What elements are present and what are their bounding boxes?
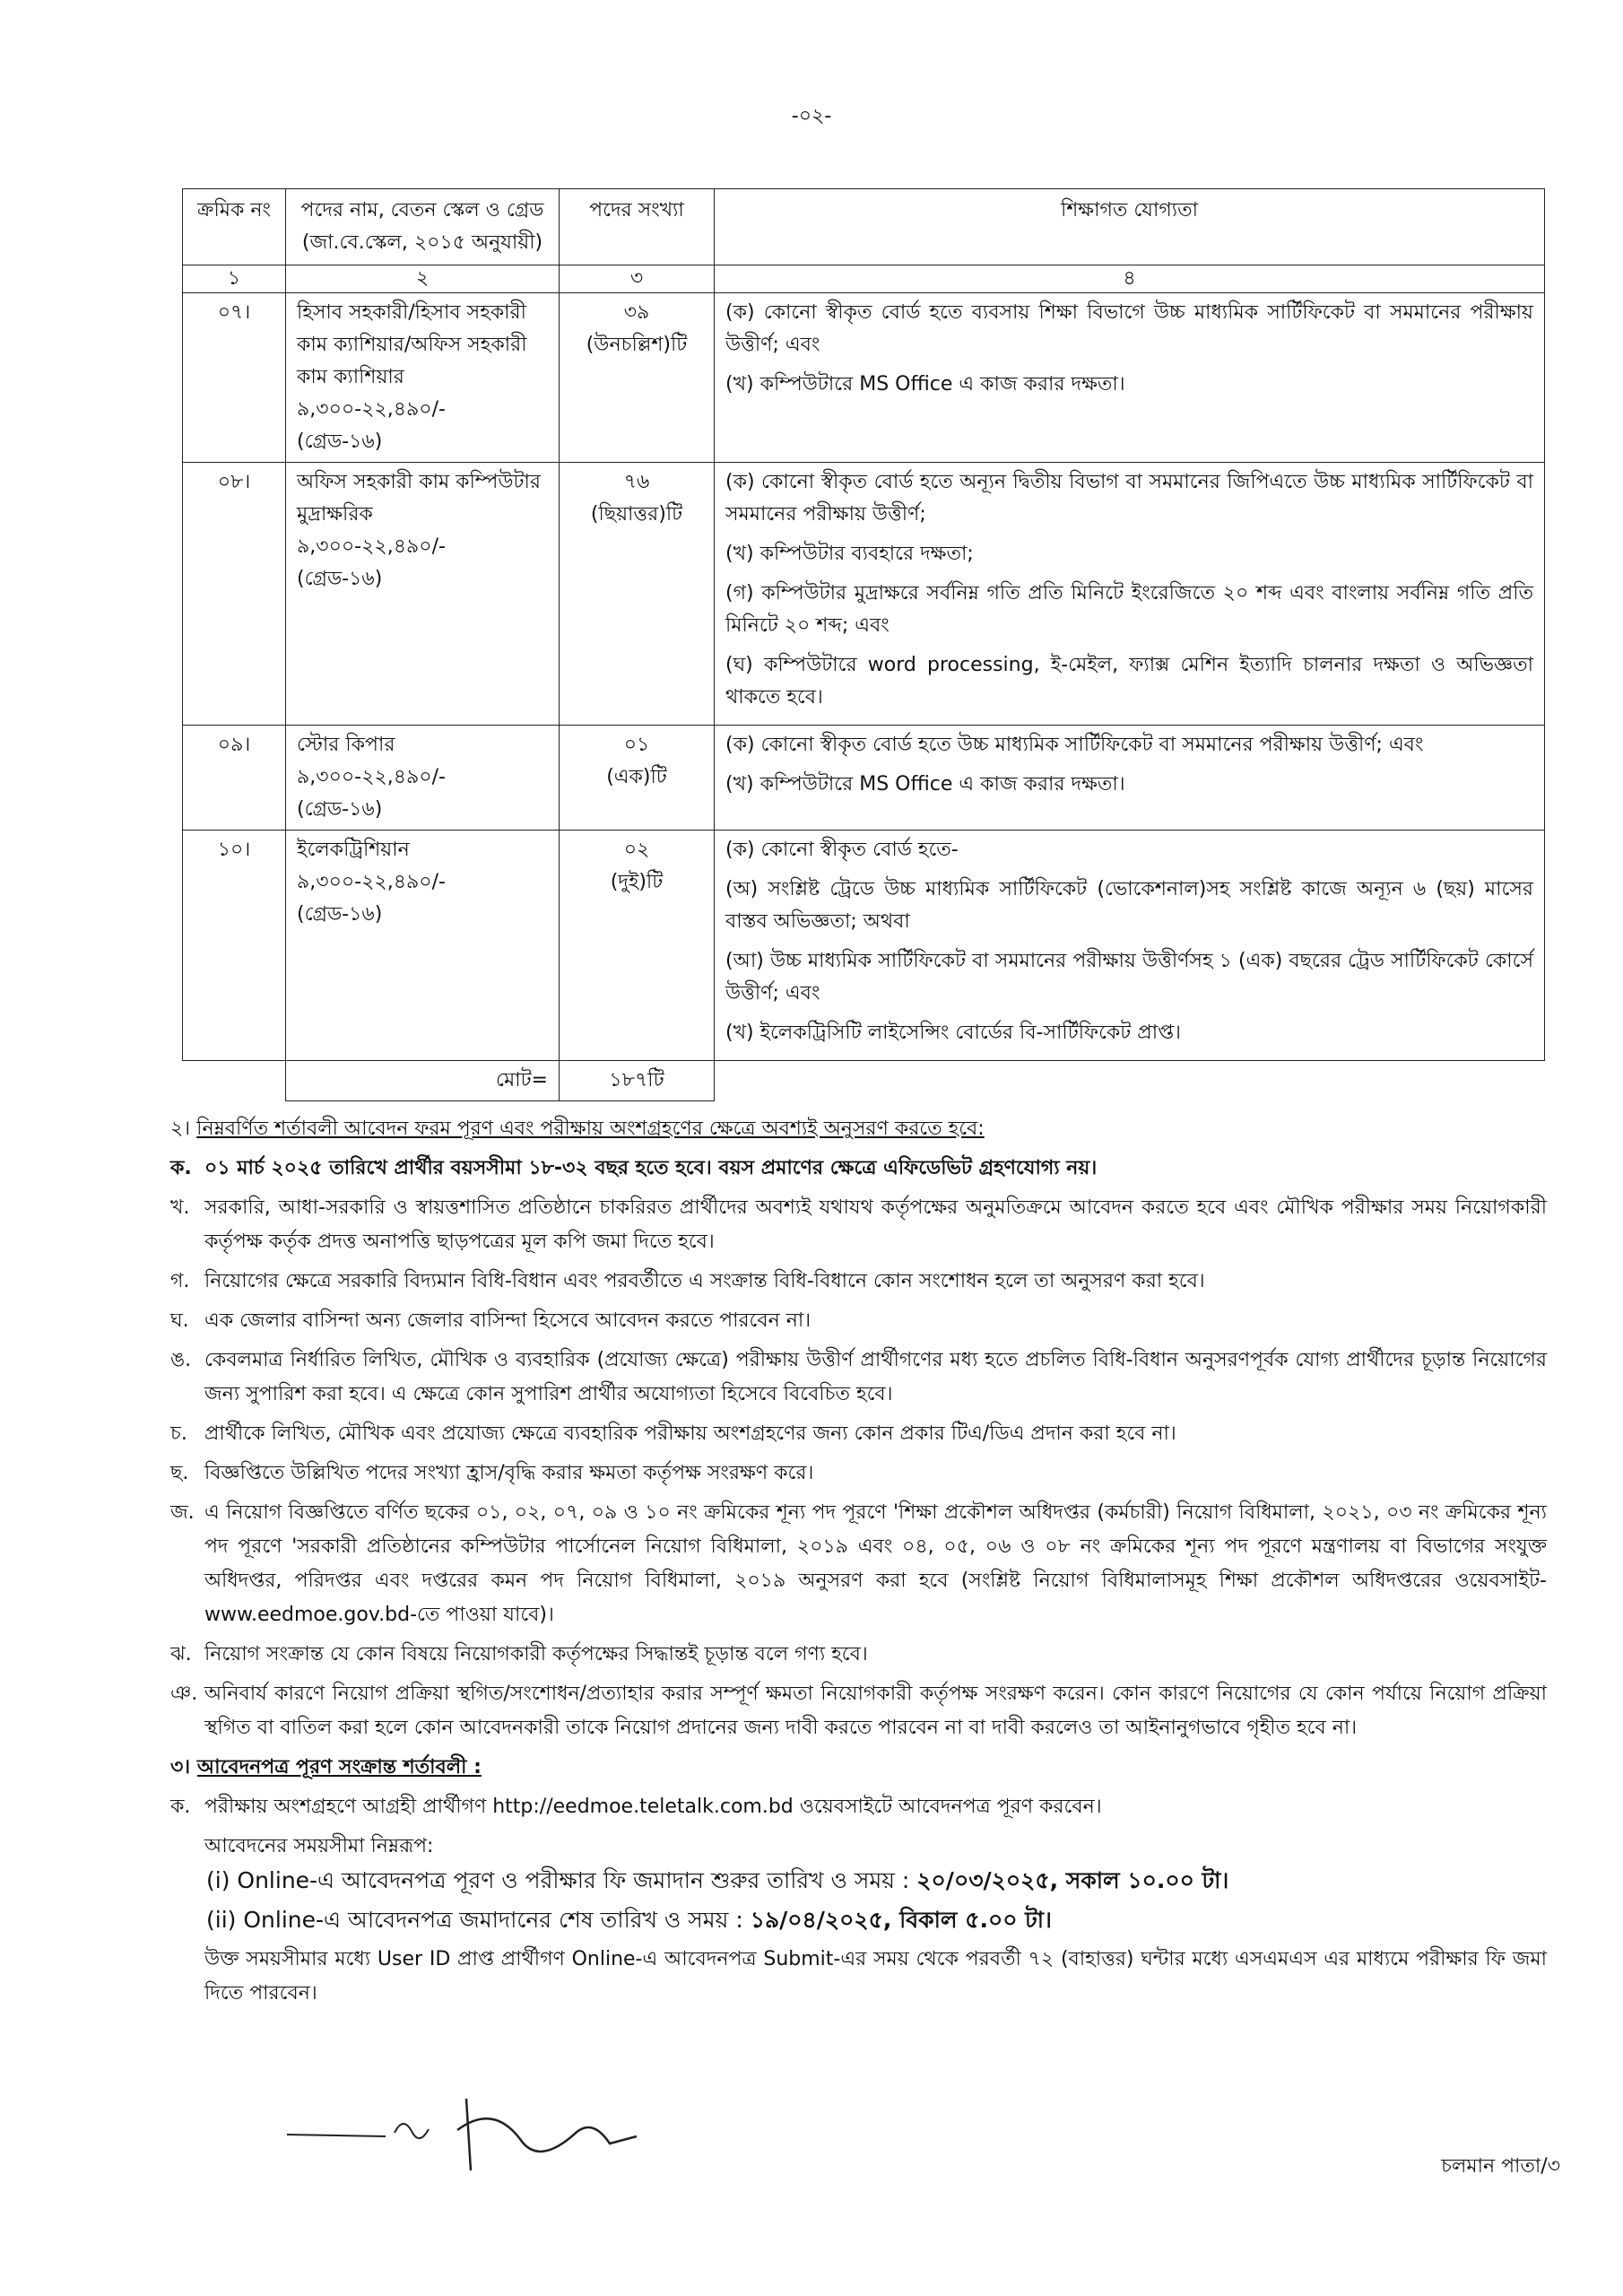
condition-label: খ. <box>170 1196 190 1219</box>
condition-item <box>170 1191 1547 1259</box>
header-count: পদের সংখ্যা <box>560 189 715 265</box>
condition-text: ০১ মার্চ ২০২৫ তারিখে প্রার্থীর বয়সসীমা ১৮-৩২ বছর হতে হবে। বয়স প্রমাণের ক্ষেত্রে এফিডেভিট গ্রহণযোগ্য নয়। <box>204 1157 1098 1179</box>
condition-text: সরকারি, আধা-সরকারি ও স্বায়ত্তশাসিত প্রতিষ্ঠানে চাকরিরত প্রার্থীদের অবশ্যই যথাযথ কর্তৃপক্ষের অনুমতিক্রমে আবেদন করতে হবে এবং মৌখিক পরীক্ষার সময় নিয়োগকারী কর্তৃপক্ষ কর্তৃক প্রদত্ত অনাপত্তি ছাড়পত্রের মূল কপি জমা দিতে হবে। <box>204 1196 1547 1253</box>
qualification-cell <box>715 293 1545 463</box>
serial-cell: ০৮। <box>183 463 286 726</box>
index-cell: ৪ <box>715 265 1545 293</box>
total-row <box>183 1061 1545 1101</box>
count-cell <box>560 831 715 1061</box>
condition-text: নিয়োগ সংক্রান্ত যে কোন বিষয়ে নিয়োগকারী কর্তৃপক্ষের সিদ্ধান্তই চূড়ান্ত বলে গণ্য হবে। <box>204 1643 868 1665</box>
post-name: হিসাব সহকারী/হিসাব সহকারী কাম ক্যাশিয়ার/অফিস সহকারী কাম ক্যাশিয়ার <box>297 301 527 388</box>
table-header-row <box>183 189 1545 265</box>
timeline-start <box>170 1864 1547 1898</box>
timeline-closing: উক্ত সময়সীমার মধ্যে User ID প্রাপ্ত প্রার্থীগণ Online-এ আবেদনপত্র Submit-এর সময় থেকে পরবর্তী ৭২ (বাহাত্তর) ঘন্টার মধ্যে এসএমএস এর মাধ্যমে পরীক্ষার ফি জমা দিতে পারবেন। <box>204 1948 1547 2005</box>
count-cell <box>560 463 715 726</box>
condition-item <box>170 1457 1547 1491</box>
signature-mark <box>287 2081 664 2188</box>
count-number: ০২ <box>623 839 650 861</box>
timeline-intro: আবেদনের সময়সীমা নিম্নরূপ: <box>204 1835 434 1857</box>
table-row <box>183 293 1545 463</box>
condition-item <box>170 1344 1547 1412</box>
post-grade: (গ্রেড-১৬) <box>297 430 383 453</box>
application-item <box>170 1790 1547 1824</box>
count-cell <box>560 726 715 831</box>
condition-label: ঙ. <box>170 1349 192 1371</box>
header-serial: ক্রমিক নং <box>183 189 286 265</box>
qualification-cell <box>715 463 1545 726</box>
post-cell <box>286 293 560 463</box>
condition-text: নিয়োগের ক্ষেত্রে সরকারি বিদ্যমান বিধি-বিধান এবং পরবর্তীতে এ সংক্রান্ত বিধি-বিধানে কোন সংশোধন হলে তা অনুসরণ করা হবে। <box>204 1270 1205 1292</box>
condition-label: ঞ. <box>170 1683 198 1705</box>
qualification-item: (খ) কম্পিউটারে MS Office এ কাজ করার দক্ষতা। <box>725 373 1125 396</box>
post-cell <box>286 463 560 726</box>
count-cell <box>560 293 715 463</box>
timeline-start-label: (i) Online-এ আবেদনপত্র পূরণ ও পরীক্ষার ফি জমাদান শুরুর তারিখ ও সময় : <box>206 1867 910 1893</box>
condition-item <box>170 1677 1547 1745</box>
post-cell <box>286 726 560 831</box>
condition-item <box>170 1304 1547 1338</box>
post-grade: (গ্রেড-১৬) <box>297 568 383 590</box>
qualification-item: (ক) কোনো স্বীকৃত বোর্ড হতে- <box>725 839 959 861</box>
condition-text: প্রার্থীকে লিখিত, মৌখিক এবং প্রযোজ্য ক্ষেত্রে ব্যবহারিক পরীক্ষায় অংশগ্রহণের জন্য কোন প্রকার টিএ/ডিএ প্রদান করা হবে না। <box>204 1422 1176 1445</box>
section3-number: ৩। <box>170 1756 191 1779</box>
condition-label: জ. <box>170 1501 195 1524</box>
post-name: স্টোর কিপার <box>297 734 395 756</box>
count-words: (দুই)টি <box>610 871 664 893</box>
total-label: মোট= <box>286 1061 560 1101</box>
condition-label: চ. <box>170 1422 187 1445</box>
qualification-item: (আ) উচ্চ মাধ্যমিক সার্টিফিকেট বা সমমানের পরীক্ষায় উত্তীর্ণসহ ১ (এক) বছরের ট্রেড সার্টিফিকেট কোর্সে উত্তীর্ণ; এবং <box>725 950 1533 1004</box>
header-qualification: শিক্ষাগত যোগ্যতা <box>715 189 1545 265</box>
count-number: ৩৯ <box>623 301 650 324</box>
condition-label: ঝ. <box>170 1643 192 1665</box>
count-number: ০১ <box>623 734 650 756</box>
section3-title: আবেদনপত্র পূরণ সংক্রান্ত শর্তাবলী : <box>196 1756 482 1779</box>
post-scale: ৯,৩০০-২২,৪৯০/- <box>297 766 446 788</box>
qualification-item: (ঘ) কম্পিউটারে word processing, ই-মেইল, ফ্যাক্স মেশিন ইত্যাদি চালনার দক্ষতা ও অভিজ্ঞতা থাকতে হবে। <box>725 654 1533 709</box>
post-name: অফিস সহকারী কাম কম্পিউটার মুদ্রাক্ষরিক <box>297 471 541 526</box>
condition-item <box>170 1265 1547 1299</box>
qualification-item: (খ) কম্পিউটারে MS Office এ কাজ করার দক্ষতা। <box>725 773 1125 796</box>
condition-label: ছ. <box>170 1462 189 1484</box>
qualification-item: (খ) কম্পিউটার ব্যবহারে দক্ষতা; <box>725 543 974 565</box>
post-scale: ৯,৩০০-২২,৪৯০/- <box>297 398 446 421</box>
qualification-item: (ক) কোনো স্বীকৃত বোর্ড হতে অন্যূন দ্বিতীয় বিভাগ বা সমমানের জিপিএতে উচ্চ মাধ্যমিক সার্টিফিকেট বা সমমানের পরীক্ষায় উত্তীর্ণ; <box>725 471 1533 526</box>
qualification-cell <box>715 726 1545 831</box>
count-number: ৭৬ <box>623 471 650 493</box>
condition-text: এক জেলার বাসিন্দা অন্য জেলার বাসিন্দা হিসেবে আবেদন করতে পারবেন না। <box>204 1309 812 1332</box>
blank-cell <box>183 1061 286 1101</box>
qualification-cell <box>715 831 1545 1061</box>
page-number: -০২- <box>791 105 832 127</box>
count-words: (ছিয়াত্তর)টি <box>590 503 683 526</box>
section2-heading <box>170 1112 1547 1146</box>
condition-text: এ নিয়োগ বিজ্ঞপ্তিতে বর্ণিত ছকের ০১, ০২, ০৭, ০৯ ও ১০ নং ক্রমিকের শূন্য পদ পূরণে 'শিক্ষা প্রকৌশল অধিদপ্তর (কর্মচারী) নিয়োগ বিধিমালা, ২০২১, ০৩ নং ক্রমিকের শূন্য পদ পূরণে 'সরকারী প্রতিষ্ঠানের কম্পিউটার পার্সোনেল নিয়োগ বিধিমালা, ২০১৯ এবং ০৪, ০৫, ০৬ ও ০৮ নং ক্রমিকের শূন্য পদ পূরণে মন্ত্রণালয় বা বিভাগের সংযুক্ত অধিদপ্তর, পরিদপ্তর এবং দপ্তরের কমন পদ নিয়োগ বিধিমালা, ২০১৯ অনুসরণ করা হবে (সংশ্লিষ্ট নিয়োগ বিধিমালাসমূহ শিক্ষা প্রকৌশল অধিদপ্তরের ওয়েবসাইট-www.eedmoe.gov.bd-তে পাওয়া যাবে)। <box>204 1501 1547 1626</box>
serial-cell: ১০। <box>183 831 286 1061</box>
table-row <box>183 831 1545 1061</box>
qualification-item: (ক) কোনো স্বীকৃত বোর্ড হতে ব্যবসায় শিক্ষা বিভাগে উচ্চ মাধ্যমিক সার্টিফিকেট বা সমমানের পরীক্ষায় উত্তীর্ণ; এবং <box>725 301 1533 356</box>
section2-title: নিম্নবর্ণিত শর্তাবলী আবেদন ফরম পূরণ এবং পরীক্ষায় অংশগ্রহণের ক্ষেত্রে অবশ্যই অনুসরণ করতে হবে: <box>196 1118 985 1140</box>
post-grade: (গ্রেড-১৬) <box>297 903 383 926</box>
qualification-item: (ক) কোনো স্বীকৃত বোর্ড হতে উচ্চ মাধ্যমিক সার্টিফিকেট বা সমমানের পরীক্ষায় উত্তীর্ণ; এবং <box>725 734 1424 756</box>
serial-cell: ০৭। <box>183 293 286 463</box>
application-text: পরীক্ষায় অংশগ্রহণে আগ্রহী প্রার্থীগণ http://eedmoe.teletalk.com.bd ওয়েবসাইটে আবেদনপত্র পূরণ করবেন। <box>204 1796 1102 1818</box>
total-value: ১৮৭টি <box>560 1061 715 1101</box>
header-post: পদের নাম, বেতন স্কেল ও গ্রেড (জা.বে.স্কেল, ২০১৫ অনুযায়ী) <box>286 189 560 265</box>
post-scale: ৯,৩০০-২২,৪৯০/- <box>297 535 446 558</box>
index-cell: ২ <box>286 265 560 293</box>
index-cell: ৩ <box>560 265 715 293</box>
serial-cell: ০৯। <box>183 726 286 831</box>
condition-item <box>170 1638 1547 1672</box>
qualification-item: (খ) ইলেকট্রিসিটি লাইসেন্সিং বোর্ডের বি-সার্টিফিকেট প্রাপ্ত। <box>725 1022 1182 1044</box>
condition-item <box>170 1496 1547 1632</box>
condition-item <box>170 1417 1547 1451</box>
section2-number: ২। <box>170 1118 191 1140</box>
count-words: (উনচল্লিশ)টি <box>586 334 688 356</box>
timeline-end-value: ১৯/০৪/২০২৫, বিকাল ৫.০০ টা। <box>750 1907 1052 1933</box>
condition-item <box>170 1152 1547 1186</box>
timeline-end-label: (ii) Online-এ আবেদনপত্র জমাদানের শেষ তারিখ ও সময় : <box>206 1907 743 1933</box>
condition-label: ক. <box>170 1157 192 1179</box>
condition-label: গ. <box>170 1270 190 1292</box>
condition-text: বিজ্ঞপ্তিতে উল্লিখিত পদের সংখ্যা হ্রাস/বৃদ্ধি করার ক্ষমতা কর্তৃপক্ষ সংরক্ষণ করে। <box>204 1462 814 1484</box>
post-grade: (গ্রেড-১৬) <box>297 798 383 821</box>
qualification-item: (গ) কম্পিউটার মুদ্রাক্ষরে সর্বনিম্ন গতি প্রতি মিনিটে ইংরেজিতে ২০ শব্দ এবং বাংলায় সর্বনিম্ন গতি প্রতি মিনিটে ২০ শব্দ; এবং <box>725 582 1533 637</box>
qualification-item: (অ) সংশ্লিষ্ট ট্রেডে উচ্চ মাধ্যমিক সার্টিফিকেট (ভোকেশনাল)সহ সংশ্লিষ্ট কাজে অন্যূন ৬ (ছয়) মাসের বাস্তব অভিজ্ঞতা; অথবা <box>725 878 1533 933</box>
table-row <box>183 726 1545 831</box>
condition-text: অনিবার্য কারণে নিয়োগ প্রক্রিয়া স্থগিত/সংশোধন/প্রত্যাহার করার সম্পূর্ণ ক্ষমতা নিয়োগকারী কর্তৃপক্ষ সংরক্ষণ করেন। কোন কারণে নিয়োগের যে কোন পর্যায়ে নিয়োগ প্রক্রিয়া স্থগিত বা বাতিল করা হলে কোন আবেদনকারী তাকে নিয়োগ প্রদানের জন্য দাবী করতে পারবেন না বা দাবী করলেও তা আইনানুগভাবে গৃহীত হবে না। <box>204 1683 1547 1739</box>
conditions-section <box>170 1112 1547 2011</box>
post-cell <box>286 831 560 1061</box>
section3-heading <box>170 1751 1547 1785</box>
count-words: (এক)টি <box>606 766 667 788</box>
application-label: ক. <box>170 1796 191 1818</box>
table-row <box>183 463 1545 726</box>
post-scale: ৯,৩০০-২২,৪৯০/- <box>297 871 446 893</box>
blank-cell <box>715 1061 1545 1101</box>
timeline-end <box>170 1903 1547 1937</box>
index-cell: ১ <box>183 265 286 293</box>
condition-text: কেবলমাত্র নির্ধারিত লিখিত, মৌখিক ও ব্যবহারিক (প্রযোজ্য ক্ষেত্রে) পরীক্ষায় উত্তীর্ণ প্রার্থীগণের মধ্য হতে প্রচলিত বিধি-বিধান অনুসরণপূর্বক যোগ্য প্রার্থীদের চূড়ান্ত নিয়োগের জন্য সুপারিশ করা হবে। এ ক্ষেত্রে কোন সুপারিশ প্রার্থীর অযোগ্যতা হিসেবে বিবেচিত হবে। <box>204 1349 1548 1405</box>
next-page-note: চলমান পাতা/৩ <box>1441 2155 1560 2178</box>
post-name: ইলেকট্রিশিয়ান <box>297 839 410 861</box>
timeline-start-value: ২০/০৩/২০২৫, সকাল ১০.০০ টা। <box>916 1867 1229 1893</box>
job-table <box>182 188 1545 1101</box>
table-index-row <box>183 265 1545 293</box>
condition-label: ঘ. <box>170 1309 189 1332</box>
